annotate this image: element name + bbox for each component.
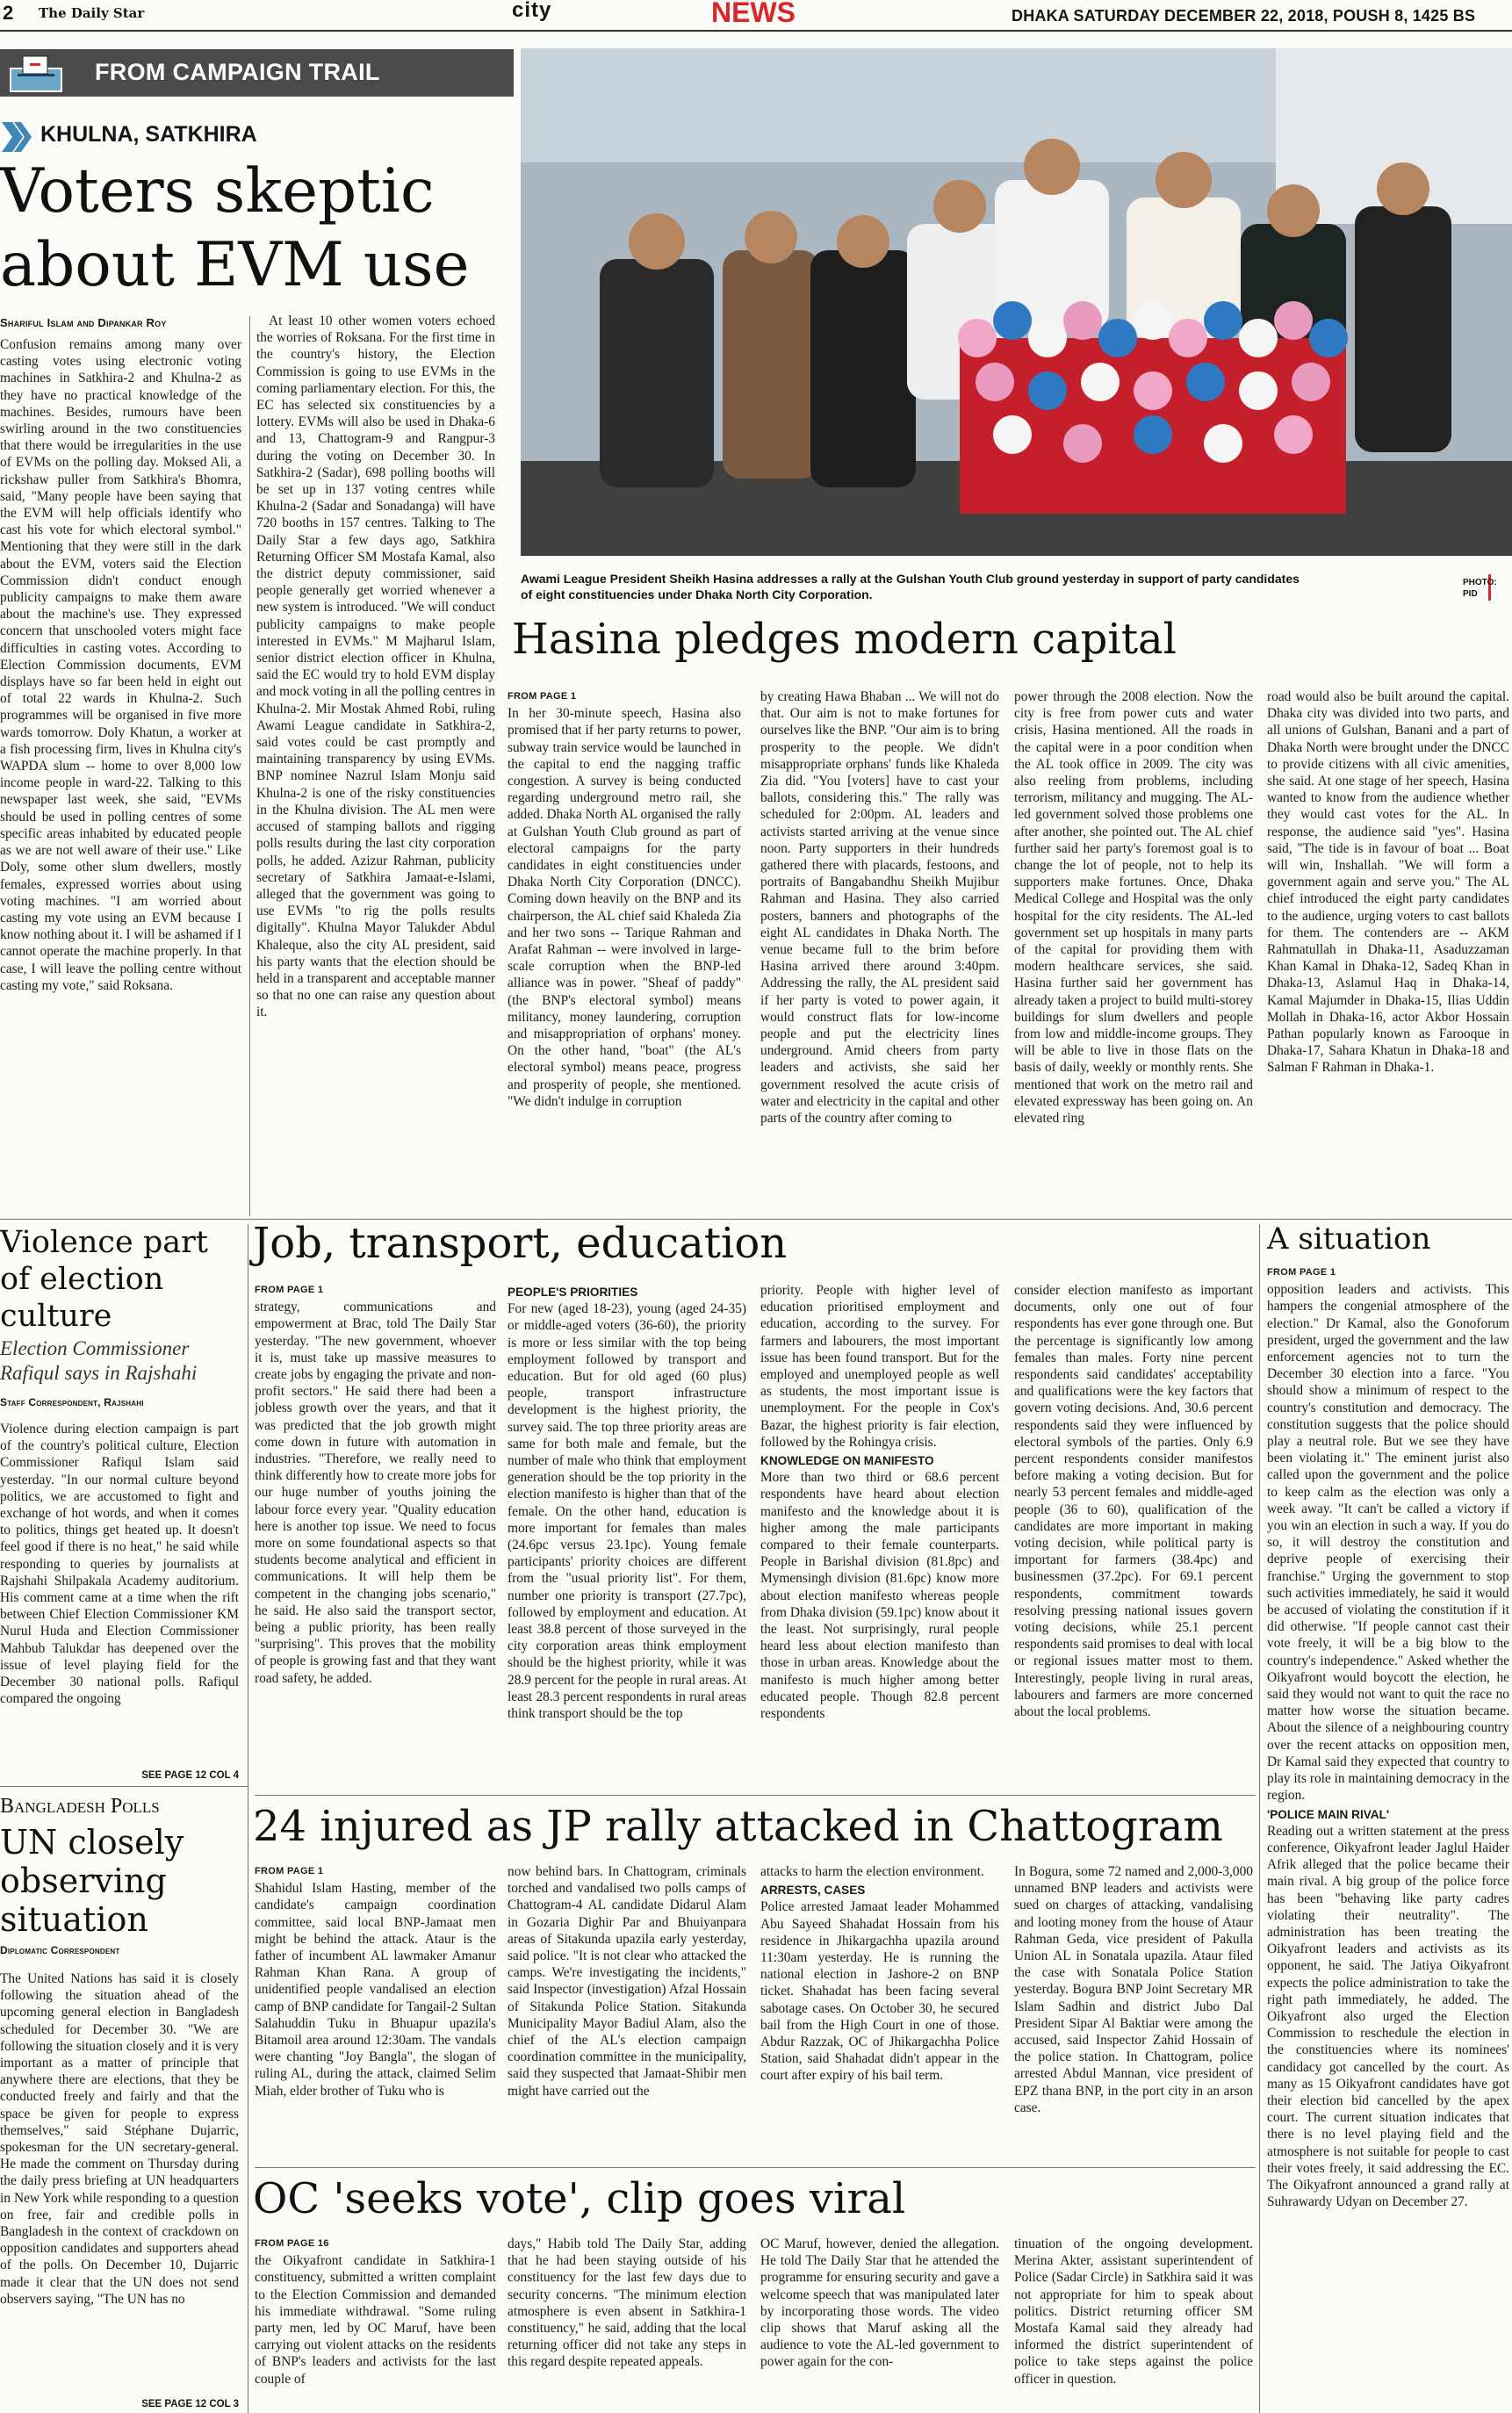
evm-column-1-text: Confusion remains among many over casting votes using electronic voting machines in Satkhira-2 and Khulna-2 as they have no practical knowledge of the machines. Besides, rumours have been swirling around in the two constituencies that there would be irregularities in the use of EVMs on the polling day. Moksed Ali, a rickshaw puller from Satkhira's Bhomra, said, "Many people have been saying that the EVM will help officials identify who cast his vote for which electoral symbol." Mentioning that they were still in the dark about the EVM, voters said the Election Commission didn't conduct enough publicity campaigns to make them aware about the machine's use. They expressed concern that unschooled voters might face difficulties in casting votes. According to Election Commission documents, EVM displays have so far been held in eight out of total 22 wards in Khulna-2. Such programmes will be organised in five more wards tomorrow. Doly Khatun, a worker at a fish processing firm, lives in Khulna city's WAPDA slum -- home to over 8,000 low income people in ward-22. Talking to this newspaper last week, she said, "EVMs should be used in polling centres of some specific areas inhabited by educated people as we are not well aware of their use." Like Doly, some other slum dwellers, mostly females, expressed worries about using voting machines. "I am worried about casting my vote using an EVM because I know nothing about it. I will be ashamed if I cannot operate the machine properly. In that case, I will leave the polling centre without casting my vote," said Roksana. <box>0 337 241 993</box>
violence-body <box>0 1421 239 1768</box>
jp-from-label: FROM PAGE 1 <box>255 1866 324 1876</box>
masthead <box>0 0 1512 33</box>
oc-column-2-text: days," Habib told The Daily Star, adding that he had been staying outside of his constituency for the last few days due to security concerns. "The minimum election atmosphere is even absent in Satkhira-1 constituency," he said, adding that the local returning officer did not take any steps in this regard despite repeated appeals. <box>508 2237 746 2370</box>
jp-column-4 <box>1014 1863 1253 2179</box>
un-body-text: The United Nations has said it is closely following the situation ahead of the upcoming general election in Bangladesh scheduled for December 30. "We are following the situation closely and it is very important as a matter of principle that anywhere there are elections, that they be conducted freely and fairly and that the space be given for people to express themselves," said Stéphane Dujarric, spokesman for the UN secretary-general. He made the comment on Thursday during the daily press briefing at UN headquarters in New York while responding to a question on free, fair and credible polls in Bangladesh in the context of crackdown on opposition candidates and supporters ahead of the polls. On December 10, Dujarric made it clear that the UN does not send observers saying, "The UN has no <box>0 1971 239 2307</box>
oc-column-3 <box>760 2236 999 2411</box>
un-headline-line1: UN closely <box>0 1823 184 1862</box>
jp-column-3b-text: Police arrested Jamaat leader Mohammed Abu Sayeed Shahadat Hossain from his residence in Jhikargachha upazila around 11:30am yesterday. He is running the national election in Jashore-2 on BNP ticket. Shahadat has been facing several sabotage cases. On October 30, he secured bail from the High Court in one of those. Abdur Razzak, OC of Jhikargachha Police Station, said Shahadat didn't appear in the court after expiry of his bail term. <box>760 1899 999 2084</box>
un-headline-line2: observing <box>0 1862 167 1900</box>
hasina-column-4 <box>1267 688 1509 1215</box>
un-kicker: Bangladesh Polls <box>0 1795 160 1818</box>
situation-column <box>1267 1264 1509 2413</box>
oc-headline: OC 'seeks vote', clip goes viral <box>253 2174 906 2223</box>
evm-column-2-text: At least 10 other women voters echoed the worries of Roksana. For the first time in the country's history, the Election Commission is going to use EVMs in the coming parliamentary election. For this, the EC has selected six constituencies by a lottery. EVMs will also be used in Dhaka-6 and 13, Chattogram-9 and Rangpur-3 during the voting on December 30. In Satkhira-2 (Sadar), 698 polling booths will be set up in 137 voting centres while Khulna-2 (Sadar and Sonadanga) will have 720 booths in 157 centres. Talking to The Daily Star a few days ago, Satkhira Returning Officer SM Mostafa Kamal, also the district deputy commissioner, said people generally get worried whenever a new system is introduced. "We will conduct publicity campaigns to make people interested in EVMs." M Majharul Islam, senior district election officer in Khulna, said the EC would try to hold EVM display and mock voting in all the polling centres in Khulna-2. Mir Mostak Ahmed Robi, ruling Awami League candidate in Satkhira-2, said votes could be cast promptly and maintaining transparency by using EVMs. BNP nominee Nazrul Islam Monju said Khulna-2 is one of the risky constituencies in the Khulna division. The AL men were accused of stamping ballots and rigging polls results during the last city corporation polls, he added. Azizur Rahman, publicity secretary of Satkhira Jamaat-e-Islami, alleged that the government was going to use EVMs "to rig the polls results digitally". Khulna Mayor Talukder Abdul Khaleque, also the city AL president, said his party wants that the election should be held in a transparent and acceptable manner so that no one can raise any question about it. <box>256 313 495 1020</box>
hasina-headline: Hasina pledges modern capital <box>512 615 1177 664</box>
job-column-2-text: For new (aged 18-23), young (aged 24-35) or middle-aged voters (36-60), the priority is more or less similar with the top being employment followed by transport and education. But for old aged (60 plus) people, transport infrastructure development is the highest priority, the survey said. The top three priority areas are same for both male and female, but the number of male who think that employment generation should be the top priority in the election manifesto is higher than that of the female. On the other hand, education is more important for females than males (24.6pc versus 23.1pc). Young female participants' priority choices are different from the "usual priority list". For them, number one priority is transport (27.7pc), followed by employment and education. At least 38.8 percent of those surveyed in the city corporation areas think employment should be the highest priority, while it was 28.9 percent for the people in rural areas. At least 28.3 percent respondents in rural areas think transport should be the top <box>508 1301 746 1722</box>
evm-headline-line1: Voters skeptic <box>0 156 435 227</box>
section-divider <box>255 1795 1256 1796</box>
job-subhead-priorities: PEOPLE'S PRIORITIES <box>508 1286 638 1299</box>
page-number: 2 <box>3 2 14 24</box>
job-column-1 <box>255 1282 496 1791</box>
situation-body-a: opposition leaders and activists. This hampers the congenial atmosphere of the election." Dr Kamal, also the Gonoforum president, urged the government and the law enforcement agencies not to turn the December 30 election into a farce. "You should show a minimum of respect to the country's constitution and democracy. The constitution suggests that the police should play a neutral role. But we see they have been violating it." The eminent jurist also called upon the government and the police to keep calm as the election was only a week away. "It can't be called a victory if you win an election in such a way. If you do so, it will destroy the constitution and deprive people of exercising their franchise." Urging the government to stop such activities immediately, he said it would be accused of violating the constitution if it did otherwise. "If people cannot cast their vote freely, it will be a big blow to the country's independence." Asked whether the Oikyafront would boycott the election, he said they would not want to quit the race no matter how worse the situation became. About the silence of a neighbouring country over the recent attacks on opposition men, Dr Kamal said they expected that country to play its role in maintaining democracy in the region. <box>1267 1282 1509 1804</box>
hasina-column-2 <box>760 688 999 1215</box>
violence-kicker-line2: Rafiqul says in Rajshahi <box>0 1362 198 1384</box>
evm-column-2 <box>256 313 495 1214</box>
job-column-1-text: strategy, communications and empowerment at Brac, told The Daily Star yesterday. "The new government, whoever it is, must take up massive measures to create jobs by engaging the private and non-profit sectors." He said there had been a jobless growth over the years, and that it was predicted that the job growth might come down in future with automation in industries. "Therefore, we really need to think differently how to create more jobs for our huge number of youths joining the labour force every year. "Quality education here is another top issue. We need to focus more on some foundational aspects so that students become analytical and efficient in communications. It will help them be competent in the changing jobs scenario," he said. He also said the transport sector, being a public priority, has been really "surprising". This proves that the mobility of people is growing fast and that they want road safety, he added. <box>255 1300 496 1686</box>
campaign-banner-title: FROM CAMPAIGN TRAIL <box>95 59 380 85</box>
jp-column-3 <box>760 1863 999 2179</box>
oc-column-2 <box>508 2236 746 2411</box>
un-headline-line3: situation <box>0 1900 148 1939</box>
situation-from-label: FROM PAGE 1 <box>1267 1267 1336 1278</box>
chevron-right-icon <box>2 122 35 152</box>
situation-body-b: Reading out a written statement at the press conference, Oikyafront leader Jaglul Haider Afrik alleged that the police became their main rival. A big group of the police force has been "behaving like party cadres violating their neutrality". The administration has been treating the Oikyafront leaders and activists as its opponent, he said. The Jatiya Oikyafront expects the police administration to take the right path immediately, he added. The Oikyafront also urged the Election Commission to reschedule the election in the constituencies where its nominees' candidacy got cancelled by the court. As many as 15 Oikyafront candidates have got their election bid cancelled by the apex court. The current situation indicates that there is no level playing field and the atmosphere is not suitable for people to cast their votes freely, it said addressing the EC. The Oikyafront announced a grand rally at Suhrawardy Udyan on December 27. <box>1267 1823 1509 2210</box>
rally-photo-drawing <box>521 48 1512 556</box>
jp-column-2-text: now behind bars. In Chattogram, criminals torched and vandalised two polls camps of Chattogram-4 AL candidate Didarul Alam in Gozaria Dighir Par and Bhuiyanpara areas of Sitakunda upazila early yesterday, said police. "It is not clear who attacked the camps. We're investigating the incidents," said Inspector (investigation) Afzal Hossain of Sitakunda Police Station. Sitakunda Municipality Mayor Badiul Alam, also the chief of the AL's election campaign coordination committee in the municipality, said they suspected that Jamaat-Shibir men might have carried out the <box>508 1864 746 2099</box>
hasina-column-3-text: power through the 2008 election. Now the city is free from power cuts and water crisis, Hasina mentioned. All the roads in the capital were in a poor condition when the AL took office in 2009. The city was also reeling from problems, including terrorism, militancy and mugging. The AL-led government solved those problems one after another, she pointed out. The AL chief further said her party's foremost goal is to change the lot of people, not to help its supporters make fortunes. Once, Dhaka Medical College and Hospital was the only hospital for the city residents. The AL-led government set up hospitals in many parts of the capital for providing them with modern healthcare services, she said. Hasina further said her government has already taken a project to build multi-storey buildings for slum dwellers and people from low and middle-income groups. They will be able to live in those flats on the basis of daily, weekly or monthly rents. She mentioned that work on the metro rail and elevated expressway has been going on. An elevated ring <box>1014 689 1253 1127</box>
rally-photo <box>521 48 1512 556</box>
hasina-from-label: FROM PAGE 1 <box>508 691 577 702</box>
jp-column-4-text: In Bogura, some 72 named and 2,000-3,000 unnamed BNP leaders and activists were sued on charges of attacking, vandalising and looting money from the house of Ataur Rahman Geda, vice president of Pakulla Union AL in Sonatala upazila. Ataur filed the case with Sonatala Police Station yesterday. Bogura BNP Joint Secretary MR Islam Sadhin and district Jubo Dal President Sipar Al Baktiar were among the accused, said Inspector Zahid Hossain of the police station. In Chattogram, police arrested Abdul Mannan, vice president of EPZ thana BNP, in the port city in an arson case. <box>1014 1864 1253 2115</box>
violence-headline-line1: Violence part <box>0 1225 208 1260</box>
jp-column-2 <box>508 1863 746 2179</box>
oc-from-label: FROM PAGE 16 <box>255 2238 329 2249</box>
oc-column-1-text: the Oikyafront candidate in Satkhira-1 constituency, submitted a written complaint to the Election Commission and demanded his immediate withdrawal. "Some ruling party men, led by OC Maruf, have been carrying out violent attacks on the residents of BNP's leaders and activists for the last couple of <box>255 2253 496 2387</box>
evm-byline: Shariful Islam and Dipankar Roy <box>0 316 167 329</box>
violence-continued: SEE PAGE 12 COL 4 <box>141 1770 239 1781</box>
paper-name: The Daily Star <box>39 5 145 21</box>
jp-column-1 <box>255 1863 496 2179</box>
ballot-box-icon <box>5 51 86 95</box>
hasina-column-4-text: road would also be built around the capital. Dhaka city was divided into two parts, and all unions of Gulshan, Banani and a part of Dhaka North were brought under the DNCC to provide citizens with all civic amenities, she said. At one stage of her speech, Hasina wanted to know from the audience whether they would cast votes for the AL. In response, the audience said "yes". Hasina said, "The tide is in favour of boat ... Boat will win, Inshallah. "We will form a government again and serve you." The AL chief introduced the eight party candidates to the audience, urging voters to cast ballots for them. The contenders are -- AKM Rahmatullah in Dhaka-11, Asaduzzaman Khan Kamal in Dhaka-12, Sadeq Khan in Dhaka-13, Aslamul Haq in Dhaka-14, Kamal Majumder in Dhaka-15, Ilias Uddin Mollah in Dhaka-16, actor Akbor Hossain Pathan popularly known as Farooque in Dhaka-17, Sahara Khatun in Dhaka-18 and Salman F Rahman in Dhaka-1. <box>1267 689 1509 1076</box>
hasina-column-2-text: by creating Hawa Bhaban ... We will not do that. Our aim is not to make fortunes for ourselves like the BNP. "Our aim is to bring prosperity to the people. We didn't misappropriate orphans' funds like Khaleda Zia did. "You [voters] have to cast your ballots, considering this." The rally was scheduled for 2:00pm. AL leaders and activists started arriving at the venue since noon. Party supporters in their hundreds gathered there with placards, festoons, and portraits of Bangabandhu Sheikh Mujibur Rahman and Hasina. They also carried posters, banners and photographs of the eight AL candidates in Dhaka North. The venue became full to the brim before Hasina arrived there around 3:40pm. Addressing the rally, the AL president said if her party is voted to power again, it would construct flats for low-income people and put the electricity lines underground. Amid cheers from party leaders and activists, she said her government resolved the acute crisis of water and electricity in the capital and other parts of the country after coming to <box>760 689 999 1127</box>
violence-headline-line2: of election <box>0 1262 164 1297</box>
un-continued: SEE PAGE 12 COL 3 <box>141 2399 239 2409</box>
job-column-3a-text: priority. People with higher level of education prioritised employment and education, according to the survey. For farmers and labourers, the most important issue has been found transport. But for the employed and unemployed people as well as students, the most important issue is unemployment. For the people in Cox's Bazar, the highest priority is fair election, followed by the Rohingya crisis. <box>760 1283 999 1450</box>
column-divider <box>1259 1224 1260 2413</box>
section-divider <box>255 2167 1256 2168</box>
job-column-3b-text: More than two third or 68.6 percent respondents have heard about election manifesto and the knowledge about it is higher among the male participants compared to their female counterparts. People in Barishal division (81.8pc) and Mymensingh division (81.6pc) know more about election manifesto whereas people from Dhaka division (59.1pc) know about it the least. Not surprisingly, rural people heard less about election manifesto than those in urban areas. Knowledge about the manifesto is much higher among better educated people. Though 82.8 percent respondents <box>760 1470 999 1722</box>
section-divider <box>0 1786 248 1787</box>
column-divider <box>249 316 250 1216</box>
job-column-4 <box>1014 1282 1253 1791</box>
jp-subhead: ARRESTS, CASES <box>760 1884 866 1898</box>
situation-headline: A situation <box>1267 1221 1431 1257</box>
jp-column-3a-text: attacks to harm the election environment. <box>760 1864 984 1879</box>
dateline: DHAKA SATURDAY DECEMBER 22, 2018, POUSH 8, 1425 BS <box>1012 7 1476 25</box>
situation-subhead: 'POLICE MAIN RIVAL' <box>1267 1807 1390 1821</box>
violence-byline: Staff Correspondent, Rajshahi <box>0 1396 144 1408</box>
job-from-label: FROM PAGE 1 <box>255 1285 324 1295</box>
hasina-column-3 <box>1014 688 1253 1215</box>
oc-column-4-text: tinuation of the ongoing development. Merina Akter, assistant superintendent of Police (Sadar Circle) in Satkhira said it was not appropriate for him to speak about politics. District returning officer SM Mostafa Kamal said they already had informed the district superintendent of police to take steps against the police officer in question. <box>1014 2237 1253 2387</box>
evm-column-1 <box>0 336 241 1214</box>
location-tag <box>0 117 514 155</box>
section-label: NEWS <box>711 0 796 28</box>
jp-column-1-text: Shahidul Islam Hasting, member of the candidate's campaign coordination committee, said local BNP-Jamaat men might be behind the attack. Ataur is the father of incumbent AL lawmaker Amanur Rahman Khan Rana. A group of unidentified people vandalised an election camp of BNP candidate for Tangail-2 Sultan Salahuddin Tuku in Bhuapur upazila's Bitamoil area around 12:30am. The vandals were chanting "Joy Bangla", the slogan of ruling AL, during the attack, claimed Selim Miah, elder brother of Tuku who is <box>255 1881 496 2099</box>
job-headline: Job, transport, education <box>253 1219 788 1268</box>
location-label: KHULNA, SATKHIRA <box>40 122 257 147</box>
hasina-column-1 <box>508 688 741 1215</box>
masthead-rule <box>0 30 1512 32</box>
job-subhead-manifesto: KNOWLEDGE ON MANIFESTO <box>760 1454 934 1468</box>
violence-headline-line3: culture <box>0 1299 112 1334</box>
violence-body-text: Violence during election campaign is part of the country's political culture, Election Commissioner Rafiqul Islam said yesterday. "In our normal culture beyond politics, we are accustomed to fight and exchange of hot words, and when it comes to politics, things get heated up. It doesn't feel good if there is no heat," he said while responding to queries by journalists at Rajshahi Shilpakala Academy auditorium. His comment came at a time when the rift between Chief Election Commissioner KM Nurul Huda and Election Commissioner Mahbub Talukdar has deepened over the issue of level playing field for the December 30 national polls. Rafiqul compared the ongoing <box>0 1422 239 1707</box>
hasina-column-1-text: In her 30-minute speech, Hasina also promised that if her party returns to power, subway train service would be launched in the capital to end the nagging traffic congestion. A survey is being conducted regarding underground metro rail, she added. Dhaka North AL organised the rally at Gulshan Youth Club ground as part of electoral campaigns for the party candidates in eight constituencies under Dhaka North City Corporation (DNCC). Coming down heavily on the BNP and its chairperson, the AL chief said Khaleda Zia and her two sons -- Tarique Rahman and Arafat Rahman -- were involved in large-scale corruption when the BNP-led alliance was in power. "Sheaf of paddy" (the BNP's electoral symbol) means militancy, money laundering, corruption and misappropriation of orphans' money. On the other hand, "boat" (the AL's electoral symbol) means peace, progress and prosperity of people, she mentioned. "We didn't indulge in corruption <box>508 706 741 1109</box>
un-byline: Diplomatic Correspondent <box>0 1944 120 1956</box>
violence-kicker-line1: Election Commissioner <box>0 1337 190 1359</box>
job-column-2 <box>508 1282 746 1791</box>
jp-headline: 24 injured as JP rally attacked in Chattogram <box>253 1802 1223 1851</box>
oc-column-3-text: OC Maruf, however, denied the allegation. He told The Daily Star that he attended the programme for ensuring security and gave a welcome speech that was manipulated later by incorporating those words. The video clip shows that Maruf asking all the audience to vote the AL-led government to power again for the con- <box>760 2237 999 2370</box>
section-name: city <box>512 0 552 22</box>
evm-headline-line2: about EVM use <box>0 230 470 300</box>
photo-caption: Awami League President Sheikh Hasina addresses a rally at the Gulshan Youth Club ground yesterday in support of party candidates of eight constituencies under Dhaka North City Corporation. <box>521 572 1300 601</box>
oc-column-1 <box>255 2236 496 2411</box>
oc-column-4 <box>1014 2236 1253 2411</box>
job-column-4-text: consider election manifesto as important documents, only one out of four respondents has ever gone through one. But the percentage is significantly low among females than males. Forty nine percent respondents said candidates' acceptability and qualifications were the key factors that govern voting decisions. And, 30.6 percent respondents said they were influenced by electoral symbols of the parties. Only 6.9 percent respondents consider manifestos before making a voting decision. But for nearly 53 percent females and middle-aged people (36 to 60), qualification of the candidates are more important in making voting decision, while political party is important for farmers (38.4pc) and businessmen (37.2pc). For 69.1 percent respondents, commitment towards resolving pressing national issues govern voting decisions, while 25.1 percent respondents said promises to deal with local or regional issues matter most to them. Interestingly, people living in rural areas, labourers and farmers are more concerned about the local problems. <box>1014 1283 1253 1720</box>
photo-credit: PHOTO: PID <box>1463 578 1497 599</box>
un-body <box>0 1970 239 2399</box>
campaign-banner <box>0 49 514 97</box>
job-column-3 <box>760 1282 999 1791</box>
